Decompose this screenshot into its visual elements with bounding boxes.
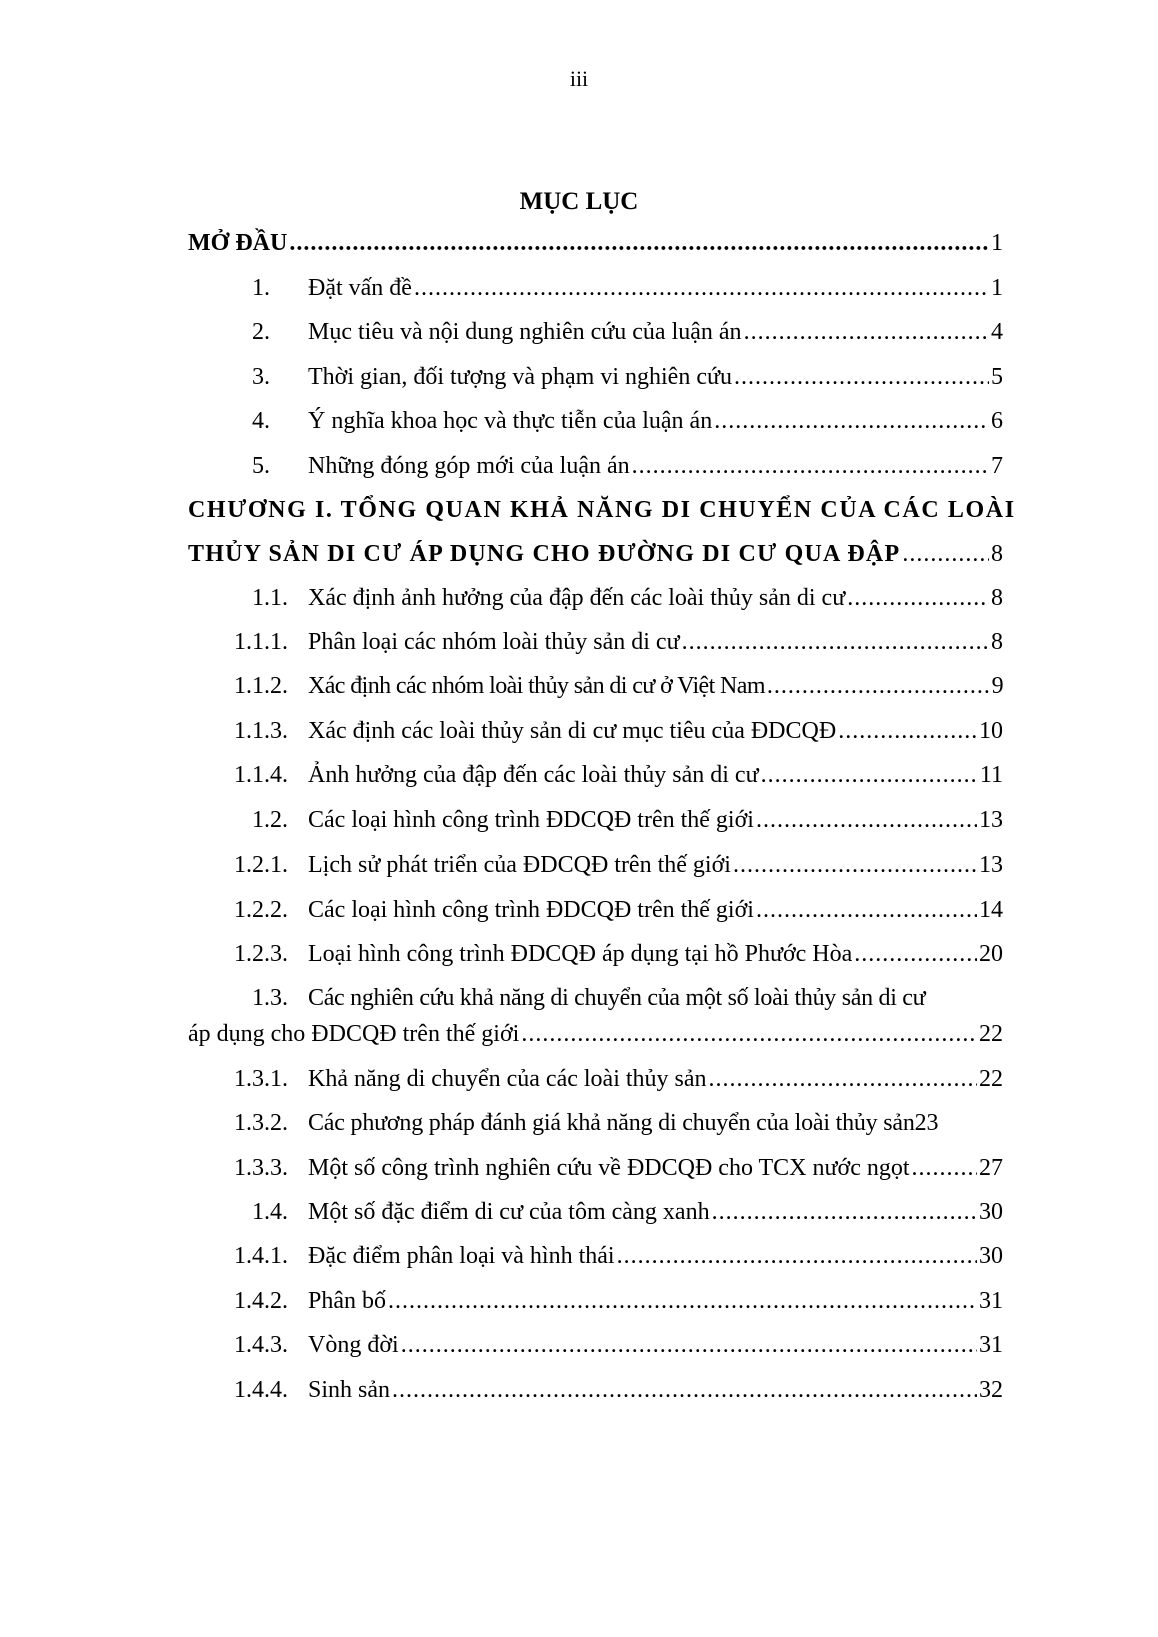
toc-entry-page: 13 — [979, 807, 1003, 833]
toc-entry-page: 8 — [991, 629, 1003, 655]
toc-entry-number: 1.2.3. — [234, 941, 288, 967]
toc-entry-number: 1. — [252, 275, 270, 301]
toc-entry-page: 27 — [979, 1155, 1003, 1181]
chapter-heading-line1[interactable]: CHƯƠNG I. TỔNG QUAN KHẢ NĂNG DI CHUYỂN CỦA CÁC LOÀI — [188, 497, 1016, 523]
toc-entry-page: 32 — [979, 1377, 1003, 1403]
toc-entry-page: 30 — [979, 1199, 1003, 1225]
toc-entry-page: 31 — [979, 1288, 1003, 1314]
leader-dots — [733, 849, 977, 881]
toc-entry-number: 1.2.2. — [234, 897, 288, 923]
toc-entry-chapter1[interactable] — [0, 538, 1158, 570]
toc-entry-number: 1.4.1. — [234, 1243, 288, 1269]
toc-entry-page: 13 — [979, 852, 1003, 878]
chapter-heading-line2: THỦY SẢN DI CƯ ÁP DỤNG CHO ĐƯỜNG DI CƯ QUA ĐẬP — [188, 541, 901, 567]
toc-entry[interactable] — [0, 938, 1158, 970]
toc-entry-number: 1.4. — [252, 1199, 288, 1225]
toc-entry-text: Xác định ảnh hưởng của đập đến các loài thủy sản di cư — [308, 585, 846, 611]
toc-entry-text: Sinh sản — [308, 1377, 391, 1403]
toc-entry[interactable] — [0, 715, 1158, 747]
leader-dots — [734, 361, 989, 393]
toc-entry-text: Xác định các nhóm loài thủy sản di cư ở Việt Nam — [308, 673, 765, 699]
toc-entry-multiline-end[interactable] — [0, 1018, 1158, 1050]
toc-entry[interactable] — [0, 1374, 1158, 1406]
leader-dots — [756, 894, 977, 926]
toc-entry[interactable] — [0, 804, 1158, 836]
toc-entry-text: Đặt vấn đề — [308, 275, 412, 301]
toc-entry-text: MỞ ĐẦU — [188, 230, 288, 256]
leader-dots — [289, 227, 989, 259]
toc-entry-page: 5 — [991, 364, 1003, 390]
toc-entry-number: 5. — [252, 453, 270, 479]
leader-dots — [902, 538, 989, 570]
toc-entry-intro[interactable] — [0, 227, 1158, 259]
toc-entry-number: 1.3.3. — [234, 1155, 288, 1181]
toc-entry-text: Vòng đời — [308, 1332, 399, 1358]
toc-entry-page: 30 — [979, 1243, 1003, 1269]
toc-entry[interactable] — [0, 405, 1158, 437]
toc-entry[interactable] — [0, 759, 1158, 791]
toc-entry-text: Ý nghĩa khoa học và thực tiễn của luận án — [308, 408, 713, 434]
toc-entry[interactable] — [0, 1285, 1158, 1317]
toc-entry-number: 1.3. — [252, 985, 288, 1011]
toc-entry-number: 1.1.2. — [234, 673, 288, 699]
toc-entry-page: 4 — [991, 319, 1003, 345]
toc-entry[interactable] — [0, 361, 1158, 393]
toc-entry[interactable] — [0, 450, 1158, 482]
toc-entry-text: Ảnh hưởng của đập đến các loài thủy sản di cư — [308, 762, 759, 788]
leader-dots — [854, 938, 977, 970]
leader-dots — [712, 1196, 977, 1228]
leader-dots — [392, 1374, 977, 1406]
toc-entry-multiline[interactable] — [0, 982, 1158, 1014]
toc-entry-page: 31 — [979, 1332, 1003, 1358]
leader-dots — [847, 582, 989, 614]
toc-entry-number: 1.1.4. — [234, 762, 288, 788]
toc-entry[interactable] — [0, 1196, 1158, 1228]
toc-entry-text: Các loại hình công trình ĐDCQĐ trên thế giới — [308, 807, 754, 833]
toc-entry[interactable] — [0, 316, 1158, 348]
toc-entry[interactable] — [0, 626, 1158, 658]
toc-entry[interactable] — [0, 272, 1158, 304]
toc-entry-text: Thời gian, đối tượng và phạm vi nghiên cứu — [308, 364, 732, 390]
toc-entry[interactable] — [0, 849, 1158, 881]
toc-entry[interactable] — [0, 1329, 1158, 1361]
toc-entry-page: 22 — [979, 1021, 1003, 1047]
leader-dots — [714, 405, 989, 437]
toc-entry-text: Các loại hình công trình ĐDCQĐ trên thế giới — [308, 897, 754, 923]
toc-entry-number: 1.4.2. — [234, 1288, 288, 1314]
page-number: iii — [569, 66, 589, 91]
toc-entry-text: Phân bố — [308, 1288, 386, 1314]
toc-entry-number: 1.3.1. — [234, 1066, 288, 1092]
toc-title: MỤC LỤC — [519, 188, 639, 215]
toc-entry-number: 1.2. — [252, 807, 288, 833]
toc-entry-number: 4. — [252, 408, 270, 434]
toc-entry[interactable] — [0, 1107, 1158, 1139]
toc-entry-text: Mục tiêu và nội dung nghiên cứu của luận án — [308, 319, 742, 345]
toc-entry-text: Đặc điểm phân loại và hình thái — [308, 1243, 615, 1269]
leader-dots — [414, 272, 989, 304]
leader-dots — [521, 1018, 977, 1050]
toc-entry-text: Khả năng di chuyển của các loài thủy sản — [308, 1066, 707, 1092]
leader-dots — [838, 715, 977, 747]
toc-entry-number: 1.4.3. — [234, 1332, 288, 1358]
toc-entry-page: 8 — [991, 585, 1003, 611]
toc-entry-number: 1.1. — [252, 585, 288, 611]
toc-entry-text: Lịch sử phát triển của ĐDCQĐ trên thế giới — [308, 852, 731, 878]
leader-dots — [756, 804, 977, 836]
toc-entry-page: 9 — [991, 673, 1003, 699]
toc-entry-page: 7 — [991, 453, 1003, 479]
leader-dots — [401, 1329, 977, 1361]
toc-entry-page: 6 — [991, 408, 1003, 434]
leader-dots — [912, 1152, 977, 1184]
toc-entry-text: Một số đặc điểm di cư của tôm càng xanh — [308, 1199, 710, 1225]
leader-dots — [388, 1285, 977, 1317]
toc-entry-number: 1.2.1. — [234, 852, 288, 878]
toc-entry-page: 14 — [979, 897, 1003, 923]
toc-entry-text: Một số công trình nghiên cứu về ĐDCQĐ cho TCX nước ngọt — [308, 1155, 910, 1181]
toc-entry-page: 8 — [991, 541, 1003, 567]
toc-entry-page: 1 — [991, 275, 1003, 301]
toc-entry-page: 10 — [979, 718, 1003, 744]
toc-entry-text: Loại hình công trình ĐDCQĐ áp dụng tại hồ Phước Hòa — [308, 941, 853, 967]
toc-entry[interactable] — [0, 1240, 1158, 1272]
toc-entry[interactable] — [0, 894, 1158, 926]
toc-entry-page: 20 — [979, 941, 1003, 967]
toc-entry-number: 1.1.3. — [234, 718, 288, 744]
toc-entry-text-line2: áp dụng cho ĐDCQĐ trên thế giới — [188, 1021, 520, 1047]
leader-dots — [767, 670, 990, 702]
toc-entry[interactable] — [0, 1063, 1158, 1095]
toc-entry-page: 11 — [979, 762, 1003, 788]
toc-entry-number: 2. — [252, 319, 270, 345]
toc-entry[interactable] — [0, 1152, 1158, 1184]
leader-dots — [709, 1063, 977, 1095]
toc-entry-text: Các phương pháp đánh giá khả năng di chuyển của loài thủy sản23 — [308, 1110, 939, 1136]
toc-entry[interactable] — [0, 670, 1158, 702]
toc-entry-text: Những đóng góp mới của luận án — [308, 453, 630, 479]
toc-entry-number: 1.3.2. — [234, 1110, 288, 1136]
toc-entry-text-line1: Các nghiên cứu khả năng di chuyển của một số loài thủy sản di cư — [308, 985, 926, 1011]
toc-entry[interactable] — [0, 582, 1158, 614]
leader-dots — [617, 1240, 977, 1272]
toc-entry-number: 3. — [252, 364, 270, 390]
toc-entry-number: 1.1.1. — [234, 629, 288, 655]
leader-dots — [761, 759, 978, 791]
toc-entry-page: 1 — [991, 230, 1003, 256]
leader-dots — [632, 450, 989, 482]
toc-entry-number: 1.4.4. — [234, 1377, 288, 1403]
leader-dots — [744, 316, 989, 348]
leader-dots — [682, 626, 989, 658]
toc-entry-page: 22 — [979, 1066, 1003, 1092]
toc-entry-text: Phân loại các nhóm loài thủy sản di cư — [308, 629, 680, 655]
toc-entry-text: Xác định các loài thủy sản di cư mục tiêu của ĐDCQĐ — [308, 718, 837, 744]
